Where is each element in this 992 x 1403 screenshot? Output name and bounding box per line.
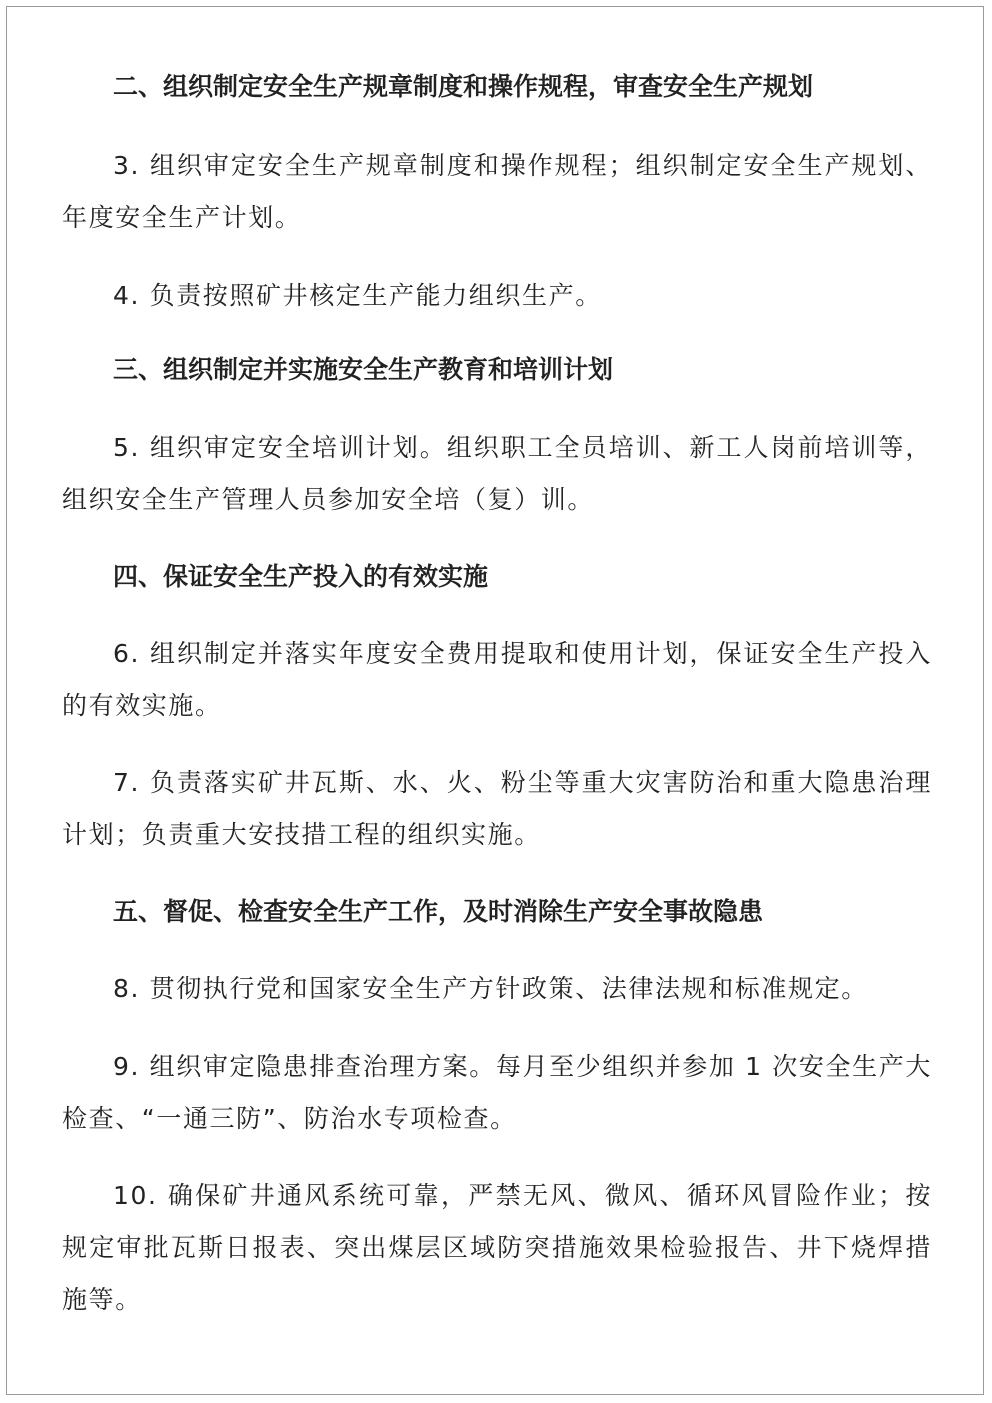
paragraph-item-8: 8. 贯彻执行党和国家安全生产方针政策、法律法规和标准规定。	[113, 974, 868, 1003]
section-heading-2: 二、组织制定安全生产规章制度和操作规程，审查安全生产规划	[113, 72, 814, 101]
paragraph-item-5: 5. 组织审定安全培训计划。组织职工全员培训、新工人岗前培训等，组织安全生产管理人员参加安全培（复）训。	[62, 433, 932, 514]
section-heading-3: 三、组织制定并实施安全生产教育和培训计划	[113, 355, 614, 384]
paragraph-item-10: 10. 确保矿井通风系统可靠，严禁无风、微风、循环风冒险作业；按规定审批瓦斯日报表、突出煤层区域防突措施效果检验报告、井下烧焊措施等。	[62, 1181, 932, 1314]
paragraph-item-6: 6. 组织制定并落实年度安全费用提取和使用计划，保证安全生产投入的有效实施。	[62, 639, 932, 720]
paragraph-item-3: 3. 组织审定安全生产规章制度和操作规程；组织制定安全生产规划、年度安全生产计划。	[62, 151, 932, 232]
section-heading-5: 五、督促、检查安全生产工作，及时消除生产安全事故隐患	[113, 897, 764, 926]
paragraph-item-4: 4. 负责按照矿井核定生产能力组织生产。	[113, 281, 602, 310]
section-heading-4: 四、保证安全生产投入的有效实施	[113, 562, 489, 591]
paragraph-item-7: 7. 负责落实矿井瓦斯、水、火、粉尘等重大灾害防治和重大隐患治理计划；负责重大安技措工程的组织实施。	[62, 768, 932, 849]
paragraph-item-9: 9. 组织审定隐患排查治理方案。每月至少组织并参加 1 次安全生产大检查、“一通三防”、防治水专项检查。	[62, 1052, 932, 1133]
